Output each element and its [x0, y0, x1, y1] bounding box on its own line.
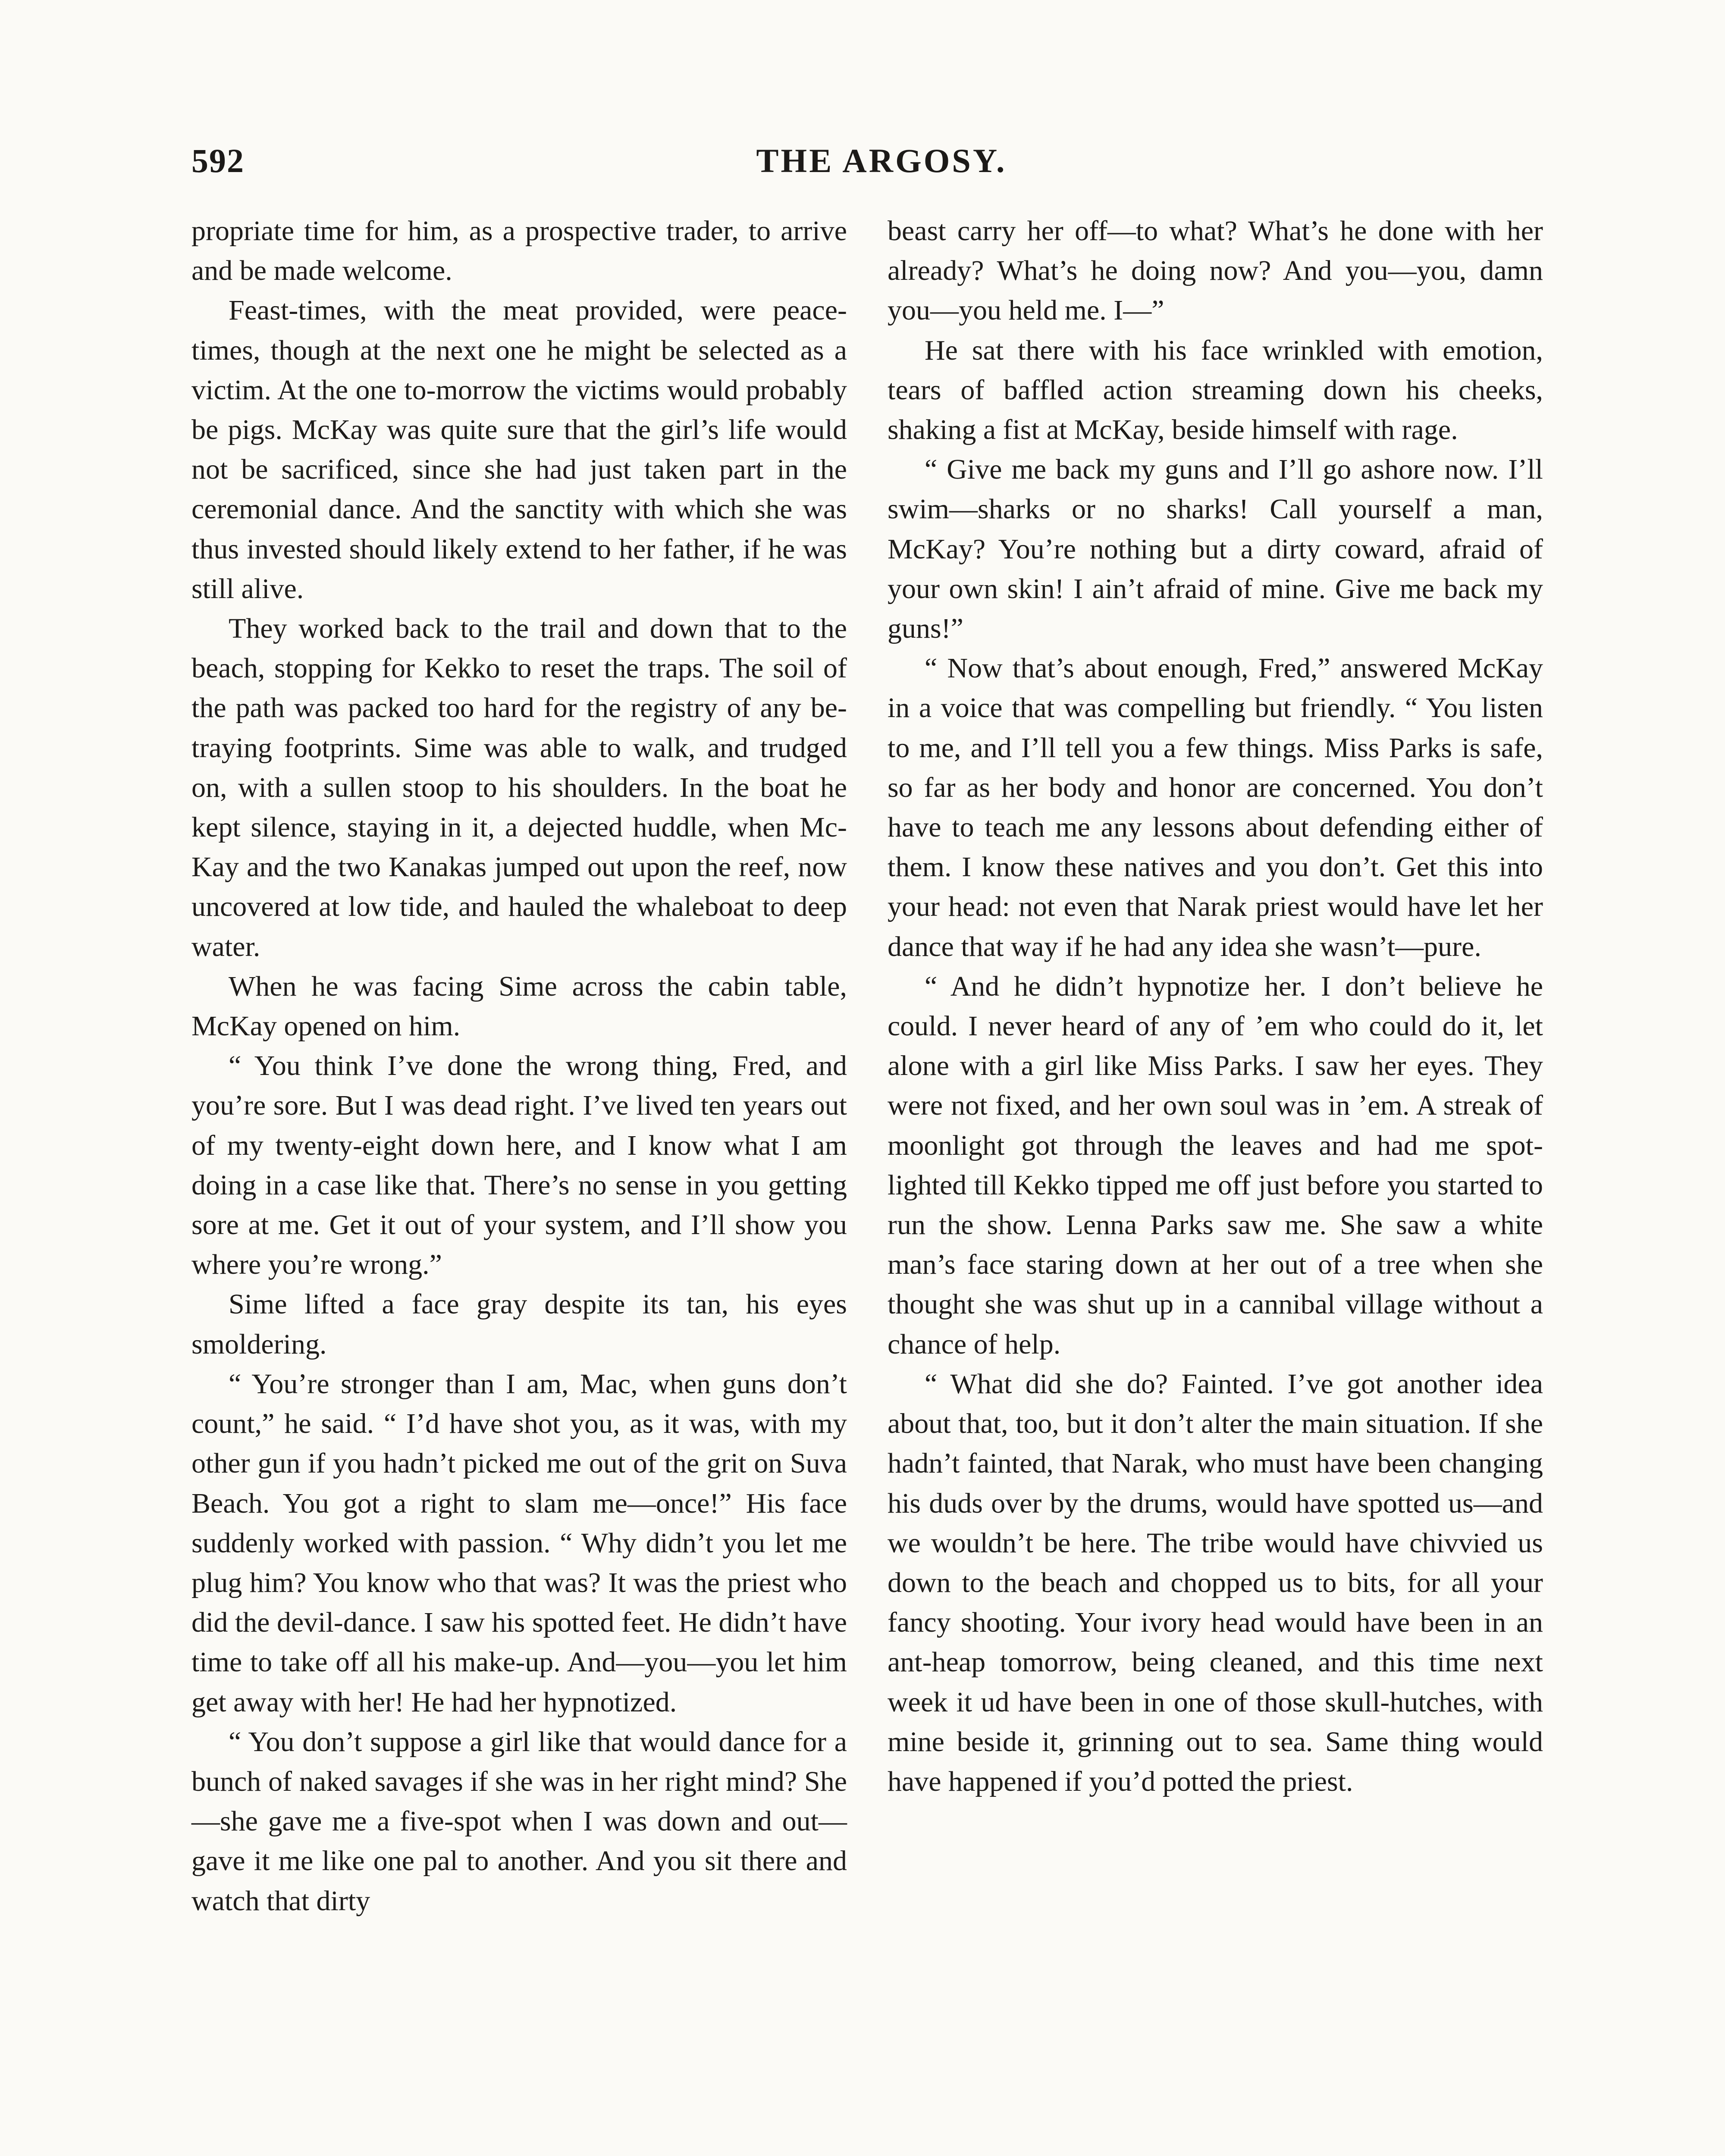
- running-title: THE ARGOSY.: [756, 142, 1007, 179]
- right-column: [888, 211, 1543, 1802]
- page-header: [191, 137, 1571, 185]
- paragraph: “ Give me back my guns and I’ll go ashore now. I’ll swim—sharks or no sharks! Call yourself a man, McKay? You’re nothing but a dirty coward, afraid of your own skin! I ain’t afraid of mine. Give me back my guns!”: [888, 454, 1543, 645]
- paragraph: He sat there with his face wrinkled with emotion, tears of baffled action streaming down his cheeks, shaking a fist at McKay, beside himself with rage.: [888, 334, 1543, 446]
- paragraph: “ You don’t suppose a girl like that would dance for a bunch of naked savages if she was in her right mind? She—she gave me a five-spot when I was down and out—gave it me like one pal to another. And you sit there and watch that dirty: [191, 1726, 847, 1917]
- paragraph: When he was facing Sime across the cabin table, McKay opened on him.: [191, 970, 847, 1042]
- paragraph: Sime lifted a face gray despite its tan, his eyes smoldering.: [191, 1288, 847, 1360]
- paragraph: propriate time for him, as a prospective trader, to arrive and be made welcome.: [191, 215, 847, 287]
- paragraph: “ You think I’ve done the wrong thing, Fred, and you’re sore. But I was dead right. I’ve lived ten years out of my twenty-eight down here, and I know what I am doing in a case like that. There’s no sense in you getting sore at me. Get it out of your system, and I’ll show you where you’re wrong.”: [191, 1050, 847, 1281]
- paragraph: They worked back to the trail and down that to the beach, stopping for Kekko to reset the traps. The soil of the path was packed too hard for the registry of any betraying footprints. Sime was able to walk, and trudged on, with a sullen stoop to his shoulders. In the boat he kept silence, staying in it, a dejected huddle, when McKay and the two Kanakas jumped out upon the reef, now uncovered at low tide, and hauled the whaleboat to deep water.: [191, 613, 847, 962]
- paragraph: beast carry her off—to what? What’s he done with her already? What’s he doing now? And you—you, damn you—you held me. I—”: [888, 215, 1543, 326]
- paragraph: “ Now that’s about enough, Fred,” answered McKay in a voice that was compelling but friendly. “ You listen to me, and I’ll tell you a few things. Miss Parks is safe, so far as her body and honor are concerned. You don’t have to teach me any lessons about defending either of them. I know these natives and you don’t. Get this into your head: not even that Narak priest would have let her dance that way if he had any idea she wasn’t—pure.: [888, 652, 1543, 962]
- page-number: 592: [191, 142, 245, 179]
- left-column: [191, 211, 847, 1921]
- paragraph: Feast-times, with the meat provided, were peace-times, though at the next one he might be selected as a victim. At the one to-morrow the victims would probably be pigs. McKay was quite sure that the girl’s life would not be sacrificed, since she had just taken part in the ceremonial dance. And the sanctity with which she was thus invested should likely extend to her father, if he was still alive.: [191, 295, 847, 605]
- paragraph: “ You’re stronger than I am, Mac, when guns don’t count,” he said. “ I’d have shot you, as it was, with my other gun if you hadn’t picked me out of the grit on Suva Beach. You got a right to slam me—once!” His face suddenly worked with passion. “ Why didn’t you let me plug him? You know who that was? It was the priest who did the devil-dance. I saw his spotted feet. He didn’t have time to take off all his make-up. And—you—you let him get away with her! He had her hypnotized.: [191, 1368, 847, 1718]
- paragraph: “ What did she do? Fainted. I’ve got another idea about that, too, but it don’t alter the main situation. If she hadn’t fainted, that Narak, who must have been changing his duds over by the drums, would have spotted us—and we wouldn’t be here. The tribe would have chivvied us down to the beach and chopped us to bits, for all your fancy shooting. Your ivory head would have been in an ant-heap tomorrow, being cleaned, and this time next week it ud have been in one of those skull-hutches, with mine beside it, grinning out to sea. Same thing would have happened if you’d potted the priest.: [888, 1368, 1543, 1797]
- paragraph: “ And he didn’t hypnotize her. I don’t believe he could. I never heard of any of ’em who could do it, let alone with a girl like Miss Parks. I saw her eyes. They were not fixed, and her own soul was in ’em. A streak of moonlight got through the leaves and had me spot-lighted till Kekko tipped me off just before you started to run the show. Lenna Parks saw me. She saw a white man’s face staring down at her out of a tree when she thought she was shut up in a cannibal village without a chance of help.: [888, 970, 1543, 1360]
